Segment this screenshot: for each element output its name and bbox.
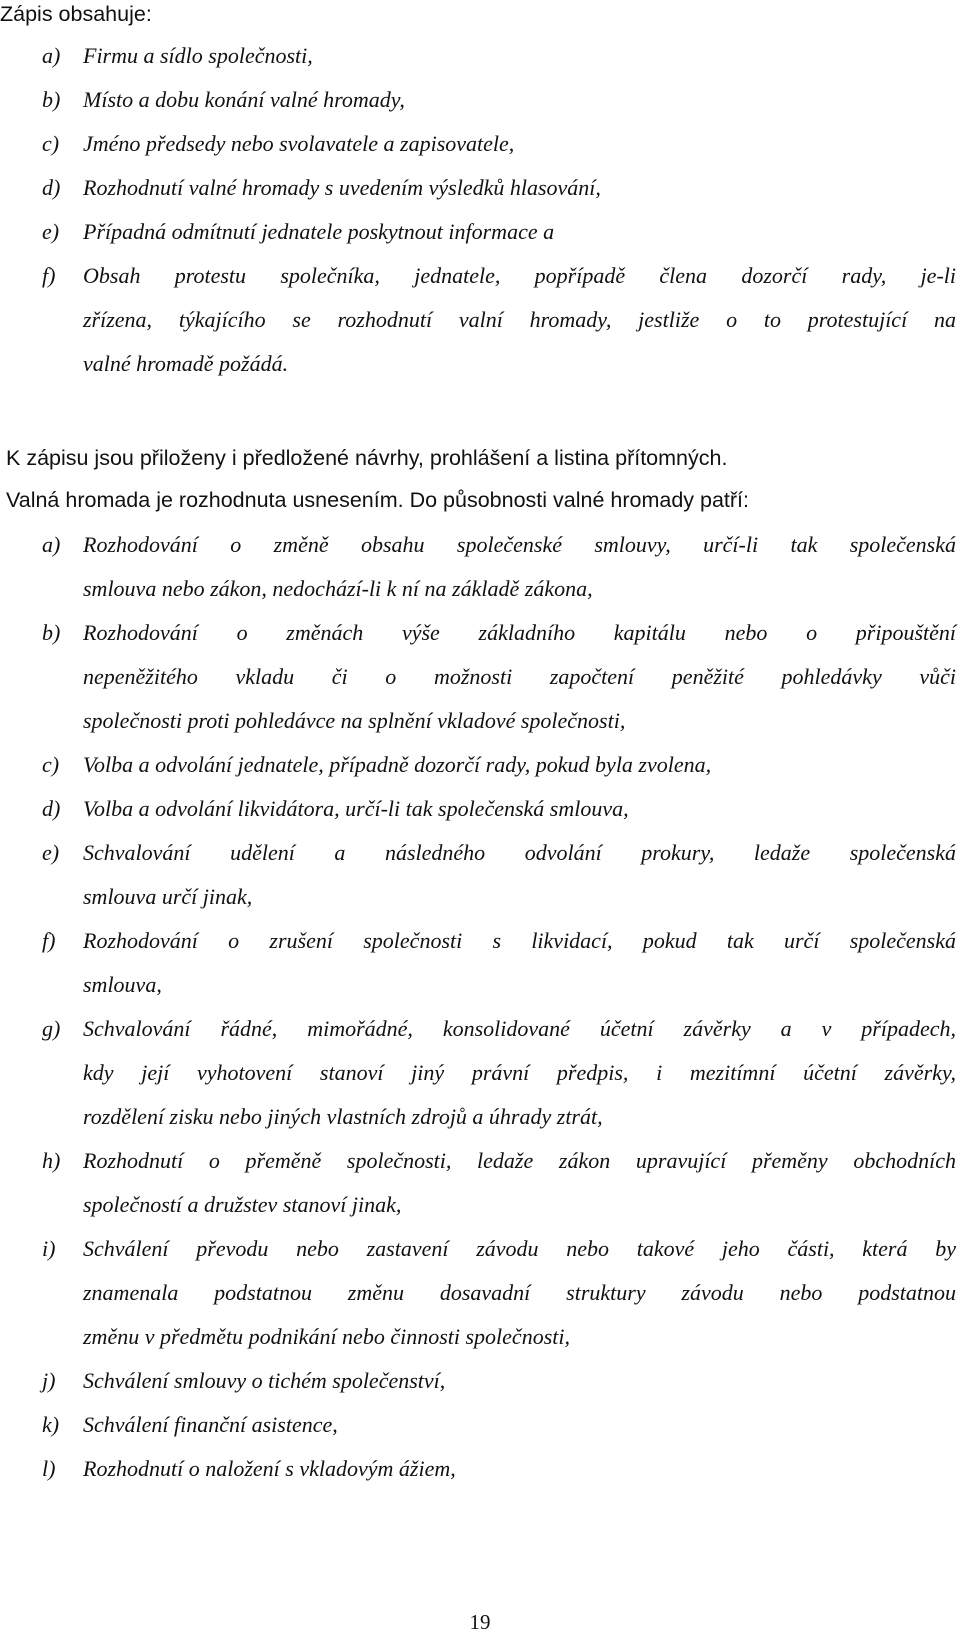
list-item-label: h)	[42, 1148, 61, 1173]
list-item-label: k)	[42, 1412, 60, 1437]
list-item-text-line: Volba a odvolání jednatele, případně dozorčí rady, pokud byla zvolena,	[83, 752, 712, 777]
list-item-label: i)	[42, 1236, 56, 1261]
list-item-label: d)	[42, 796, 61, 821]
list-item-text-line: smlouva,	[83, 972, 162, 997]
attachments-paragraph: K zápisu jsou přiloženy i předložené návrhy, prohlášení a listina přítomných.	[6, 446, 728, 470]
list-item-label: a)	[42, 532, 61, 557]
list-item-text-line: změnu v předmětu podnikání nebo činnosti společnosti,	[83, 1324, 570, 1349]
list-item-text-line: smlouva určí jinak,	[83, 884, 253, 909]
list-item-label: f)	[42, 928, 56, 953]
list-item-text-line: Rozhodování o zrušení společnosti s likvidací, pokud tak určí společenská	[83, 928, 956, 953]
list-item-text-line: Rozhodnutí o naložení s vkladovým ážiem,	[83, 1456, 456, 1481]
list-item-label: l)	[42, 1456, 56, 1481]
list-item-text-line: Rozhodování o změně obsahu společenské smlouvy, určí-li tak společenská	[83, 532, 956, 557]
list-item-label: f)	[42, 263, 56, 288]
list-item-label: b)	[42, 87, 61, 112]
list-item-text-line: Rozhodnutí valné hromady s uvedením výsledků hlasování,	[83, 175, 601, 200]
list-item-text-line: Schválení smlouvy o tichém společenství,	[83, 1368, 446, 1393]
section-heading: Zápis obsahuje:	[0, 2, 152, 26]
list-item-text-line: Místo a dobu konání valné hromady,	[83, 87, 405, 112]
list-item-text-line: zřízena, týkajícího se rozhodnutí valní hromady, jestliže o to protestující na	[83, 307, 956, 332]
list-item-text-line: nepeněžitého vkladu či o možnosti započtení peněžité pohledávky vůči	[83, 664, 956, 689]
list-item-text-line: Případná odmítnutí jednatele poskytnout informace a	[83, 219, 555, 244]
list-item-text-line: Schválení převodu nebo zastavení závodu nebo takové jeho části, která by	[83, 1236, 956, 1261]
list-item-text-line: Firmu a sídlo společnosti,	[83, 43, 313, 68]
list-item-text-line: Rozhodnutí o přeměně společnosti, ledaže zákon upravující přeměny obchodních	[83, 1148, 956, 1173]
list-item-text-line: společnosti proti pohledávce na splnění vkladové společnosti,	[83, 708, 626, 733]
list-item-text-line: znamenala podstatnou změnu dosavadní struktury závodu nebo podstatnou	[83, 1280, 956, 1305]
list-item-text-line: Schvalování řádné, mimořádné, konsolidované účetní závěrky a v případech,	[83, 1016, 956, 1041]
list-item-text-line: Rozhodování o změnách výše základního kapitálu nebo o připouštění	[83, 620, 956, 645]
list-item-text-line: valné hromadě požádá.	[83, 351, 289, 376]
list-item-label: b)	[42, 620, 61, 645]
list-item-text-line: Schválení finanční asistence,	[83, 1412, 338, 1437]
list-item-text-line: společností a družstev stanoví jinak,	[83, 1192, 402, 1217]
list-item-label: j)	[42, 1368, 56, 1393]
list-item-label: e)	[42, 219, 60, 244]
list-item-label: c)	[42, 752, 60, 777]
list-item-text-line: Volba a odvolání likvidátora, určí-li tak společenská smlouva,	[83, 796, 629, 821]
list-item-text-line: kdy její vyhotovení stanoví jiný právní předpis, i mezitímní účetní závěrky,	[83, 1060, 956, 1085]
list-item-label: d)	[42, 175, 61, 200]
list-item-text-line: Obsah protestu společníka, jednatele, popřípadě člena dozorčí rady, je-li	[83, 263, 956, 288]
powers-intro-paragraph: Valná hromada je rozhodnuta usnesením. Do působnosti valné hromady patří:	[6, 488, 749, 512]
list-item-text-line: Schvalování udělení a následného odvolání prokury, ledaže společenská	[83, 840, 956, 865]
list-item-text-line: smlouva nebo zákon, nedochází-li k ní na základě zákona,	[83, 576, 593, 601]
list-item-label: g)	[42, 1016, 61, 1041]
list-item-label: a)	[42, 43, 61, 68]
list-item-label: e)	[42, 840, 60, 865]
list-item-label: c)	[42, 131, 60, 156]
list-item-text-line: Jméno předsedy nebo svolavatele a zapisovatele,	[83, 131, 515, 156]
page-number: 19	[469, 1610, 491, 1634]
list-item-text-line: rozdělení zisku nebo jiných vlastních zdrojů a úhrady ztrát,	[83, 1104, 603, 1129]
